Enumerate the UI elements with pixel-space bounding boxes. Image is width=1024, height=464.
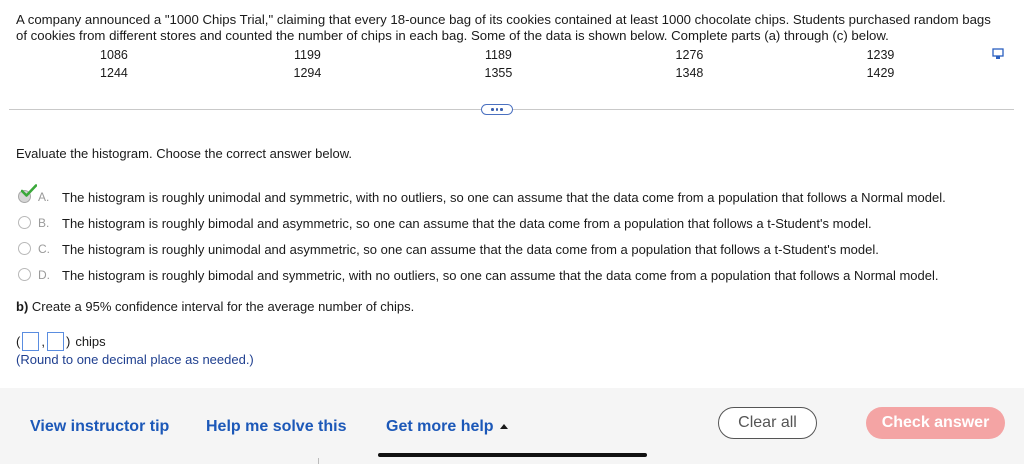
- radio-b[interactable]: [18, 216, 31, 229]
- footer-separator: [318, 458, 319, 464]
- caret-up-icon: [500, 424, 508, 429]
- clear-all-button[interactable]: Clear all: [718, 407, 817, 439]
- expand-ellipsis-icon[interactable]: [481, 104, 513, 115]
- problem-statement: A company announced a "1000 Chips Trial," claiming that every 18-ounce bag of its cookies contained at least 1000 chocolate chips. Students purchased random bags of cookies from different stores and counted the number of chips in each bag. Some of the data is shown below. Complete parts (a) through (c) below.: [16, 12, 991, 43]
- data-cell: 1276: [675, 48, 704, 62]
- option-text: The histogram is roughly bimodal and asymmetric, so one can assume that the data come from a population that follows a t-Student's model.: [62, 215, 872, 231]
- question-prompt: Evaluate the histogram. Choose the correct answer below.: [16, 146, 353, 161]
- option-text: The histogram is roughly unimodal and asymmetric, so one can assume that the data come from a population that follows a t-Student's model.: [62, 241, 879, 257]
- part-b-label: b): [16, 299, 29, 314]
- close-paren: ): [65, 333, 71, 349]
- lower-bound-input[interactable]: [22, 332, 39, 351]
- checkmark-icon: [21, 184, 37, 198]
- data-row-1: [16, 46, 976, 64]
- open-paren: (: [16, 333, 21, 349]
- data-cell: 1355: [484, 66, 513, 80]
- footer-bar: [0, 388, 1024, 464]
- unit-label: chips: [75, 333, 106, 349]
- option-letter: C.: [38, 242, 50, 256]
- copy-data-icon[interactable]: [992, 48, 1004, 60]
- data-cell: 1348: [675, 66, 704, 80]
- radio-d[interactable]: [18, 268, 31, 281]
- data-cell: 1244: [100, 66, 128, 80]
- data-cell: 1086: [100, 48, 128, 62]
- get-more-help-label: Get more help: [386, 418, 494, 435]
- option-letter: A.: [38, 190, 50, 204]
- view-instructor-tip-link[interactable]: View instructor tip: [30, 418, 170, 435]
- option-text: The histogram is roughly unimodal and symmetric, with no outliers, so one can assume that the data come from a population that follows a Normal model.: [62, 189, 946, 205]
- comma: ,: [41, 333, 45, 349]
- data-cell: 1294: [293, 66, 322, 80]
- get-more-help-link[interactable]: [386, 418, 508, 436]
- option-text: The histogram is roughly bimodal and symmetric, with no outliers, so one can assume that the data come from a population that follows a Normal model.: [62, 267, 939, 283]
- option-letter: D.: [38, 268, 50, 282]
- data-cell: 1239: [866, 48, 895, 62]
- part-b-text: Create a 95% confidence interval for the average number of chips.: [31, 299, 415, 314]
- data-row-2: [16, 64, 976, 82]
- confidence-interval-answer: [16, 330, 106, 352]
- home-indicator-bar[interactable]: [378, 453, 647, 457]
- data-cell: 1189: [485, 48, 512, 62]
- part-b-prompt: [16, 299, 414, 314]
- help-me-solve-link[interactable]: Help me solve this: [206, 418, 347, 435]
- upper-bound-input[interactable]: [47, 332, 64, 351]
- data-cell: 1199: [293, 48, 321, 62]
- rounding-hint: (Round to one decimal place as needed.): [16, 352, 254, 367]
- option-letter: B.: [38, 216, 50, 230]
- radio-c[interactable]: [18, 242, 31, 255]
- check-answer-button[interactable]: Check answer: [866, 407, 1005, 439]
- data-table: [16, 46, 976, 82]
- data-cell: 1429: [866, 66, 895, 80]
